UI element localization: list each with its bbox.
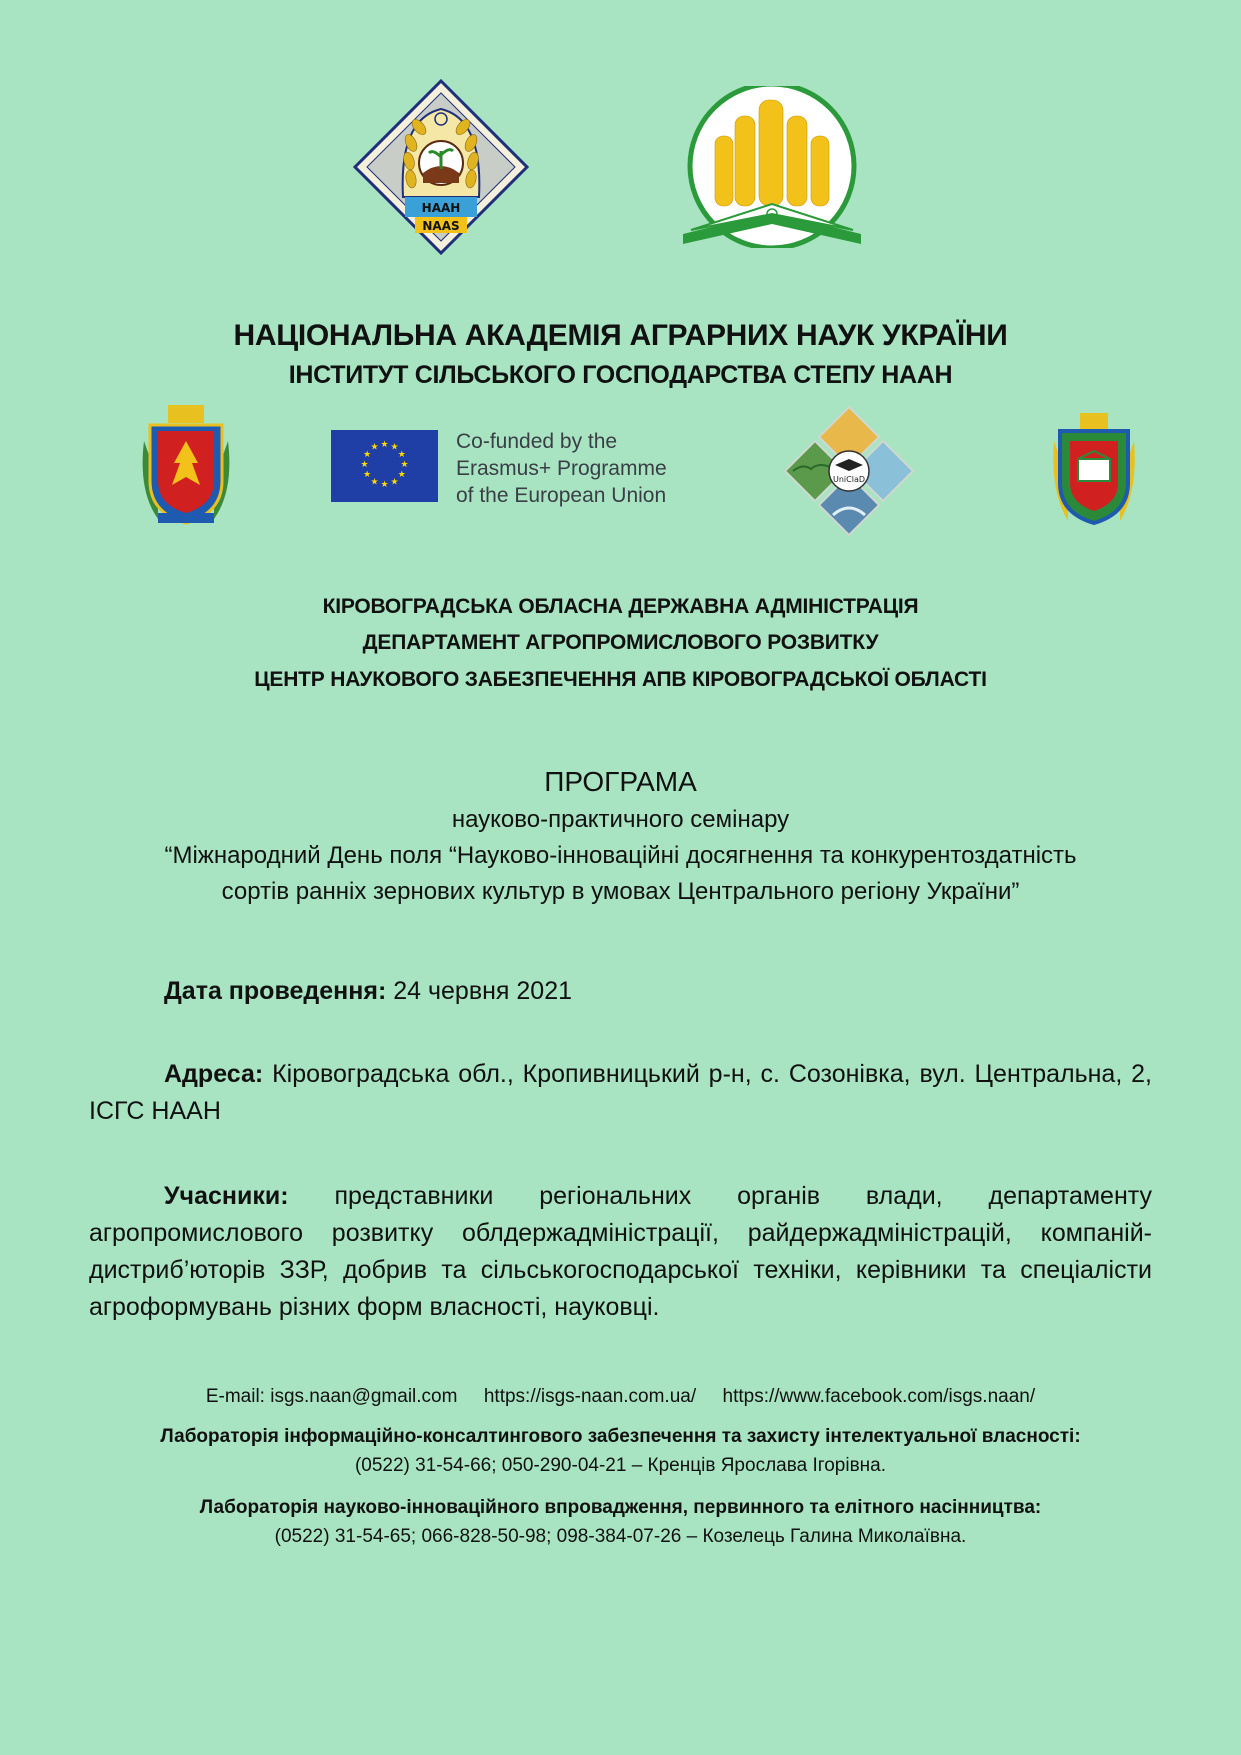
event-participants	[89, 1178, 1152, 1326]
institute-logo	[673, 86, 871, 248]
svg-text:★: ★	[363, 470, 372, 480]
lab1-title	[0, 1426, 1241, 1448]
svg-text:★: ★	[397, 450, 406, 460]
svg-text:★: ★	[400, 460, 409, 470]
eu-text-line-3: of the European Union	[456, 484, 667, 507]
svg-text:★: ★	[370, 442, 379, 453]
contact-facebook-link[interactable]: https://www.facebook.com/isgs.naan/	[722, 1386, 1036, 1407]
eu-text-line-1: Co-funded by the	[456, 430, 618, 453]
contacts-line	[0, 1386, 1241, 1408]
lab2-title-text: Лабораторія науково-інноваційного впровадження, первинного та елітного насінництва:	[199, 1497, 1042, 1518]
participants-label: Учасники:	[164, 1182, 289, 1210]
eu-funding-text	[456, 428, 696, 509]
svg-text:★: ★	[363, 450, 372, 460]
event-date	[89, 973, 1152, 1010]
svg-text:★: ★	[390, 442, 399, 453]
lab2-title	[0, 1497, 1241, 1519]
program-theme-line-2: сортів ранніх зернових культур в умовах Центрального регіону України”	[221, 878, 1020, 905]
svg-text:★: ★	[390, 477, 399, 488]
org-line-3: ЦЕНТР НАУКОВОГО ЗАБЕЗПЕЧЕННЯ АПВ КІРОВОГРАДСЬКОЇ ОБЛАСТІ	[254, 668, 987, 691]
eu-text-line-2: Erasmus+ Programme	[456, 457, 667, 480]
contact-email[interactable]: E-mail: isgs.naan@gmail.com	[205, 1386, 458, 1407]
date-value: 24 червня 2021	[386, 977, 572, 1005]
uniclad-logo	[779, 403, 919, 543]
naas-logo-text-top: НААН	[421, 201, 461, 215]
eu-flag	[331, 430, 438, 502]
participants-value: представники регіональних органів влади, департаменту агропромислового розвитку облдержадміністрації, райдержадміністрацій, компаній-дистриб’юторів ЗЗР, добрив та сільськогосподарської техніки, керівники та спеціалісти агроформувань різних форм власності, науковці.	[89, 1182, 1152, 1321]
svg-text:★: ★	[380, 440, 389, 450]
institute-title: ІНСТИТУТ СІЛЬСЬКОГО ГОСПОДАРСТВА СТЕПУ НААН	[288, 361, 953, 389]
kirovograd-coat-of-arms	[138, 401, 234, 527]
svg-text:★: ★	[370, 477, 379, 488]
svg-text:★: ★	[360, 460, 369, 470]
academy-title: НАЦІОНАЛЬНА АКАДЕМІЯ АГРАРНИХ НАУК УКРАЇНИ	[233, 319, 1008, 352]
naas-logo-text-bottom: NAAS	[422, 219, 460, 233]
program-theme-line-1: “Міжнародний День поля “Науково-інноваційні досягнення та конкурентоздатність	[164, 842, 1077, 869]
svg-text:★: ★	[397, 470, 406, 480]
lab2-contact: (0522) 31-54-65; 066-828-50-98; 098-384-07-26 – Козелець Галина Миколаївна.	[274, 1526, 967, 1547]
naas-logo	[353, 79, 529, 255]
program-subtitle: науково-практичного семінару	[451, 806, 790, 833]
event-address	[89, 1056, 1152, 1130]
date-label: Дата проведення:	[164, 977, 387, 1005]
address-value: Кіровоградська обл., Кропивницький р-н, с. Созонівка, вул. Центральна, 2, ІСГС НААН	[89, 1060, 1152, 1125]
svg-text:★: ★	[380, 480, 389, 490]
contact-website-link[interactable]: https://isgs-naan.com.ua/	[483, 1386, 697, 1407]
uniclad-logo-text: UniClaD	[832, 475, 866, 484]
address-label: Адреса:	[164, 1060, 264, 1088]
lab1-title-text: Лабораторія інформаційно-консалтингового забезпечення та захисту інтелектуальної власності:	[160, 1426, 1081, 1447]
org-line-2: ДЕПАРТАМЕНТ АГРОПРОМИСЛОВОГО РОЗВИТКУ	[362, 631, 879, 654]
region-coat-of-arms	[1050, 411, 1138, 527]
lab1-contact: (0522) 31-54-66; 050-290-04-21 – Кренців Ярослава Ігорівна.	[354, 1455, 887, 1476]
program-title: ПРОГРАМА	[544, 766, 697, 797]
org-line-1: КІРОВОГРАДСЬКА ОБЛАСНА ДЕРЖАВНА АДМІНІСТРАЦІЯ	[322, 595, 919, 618]
